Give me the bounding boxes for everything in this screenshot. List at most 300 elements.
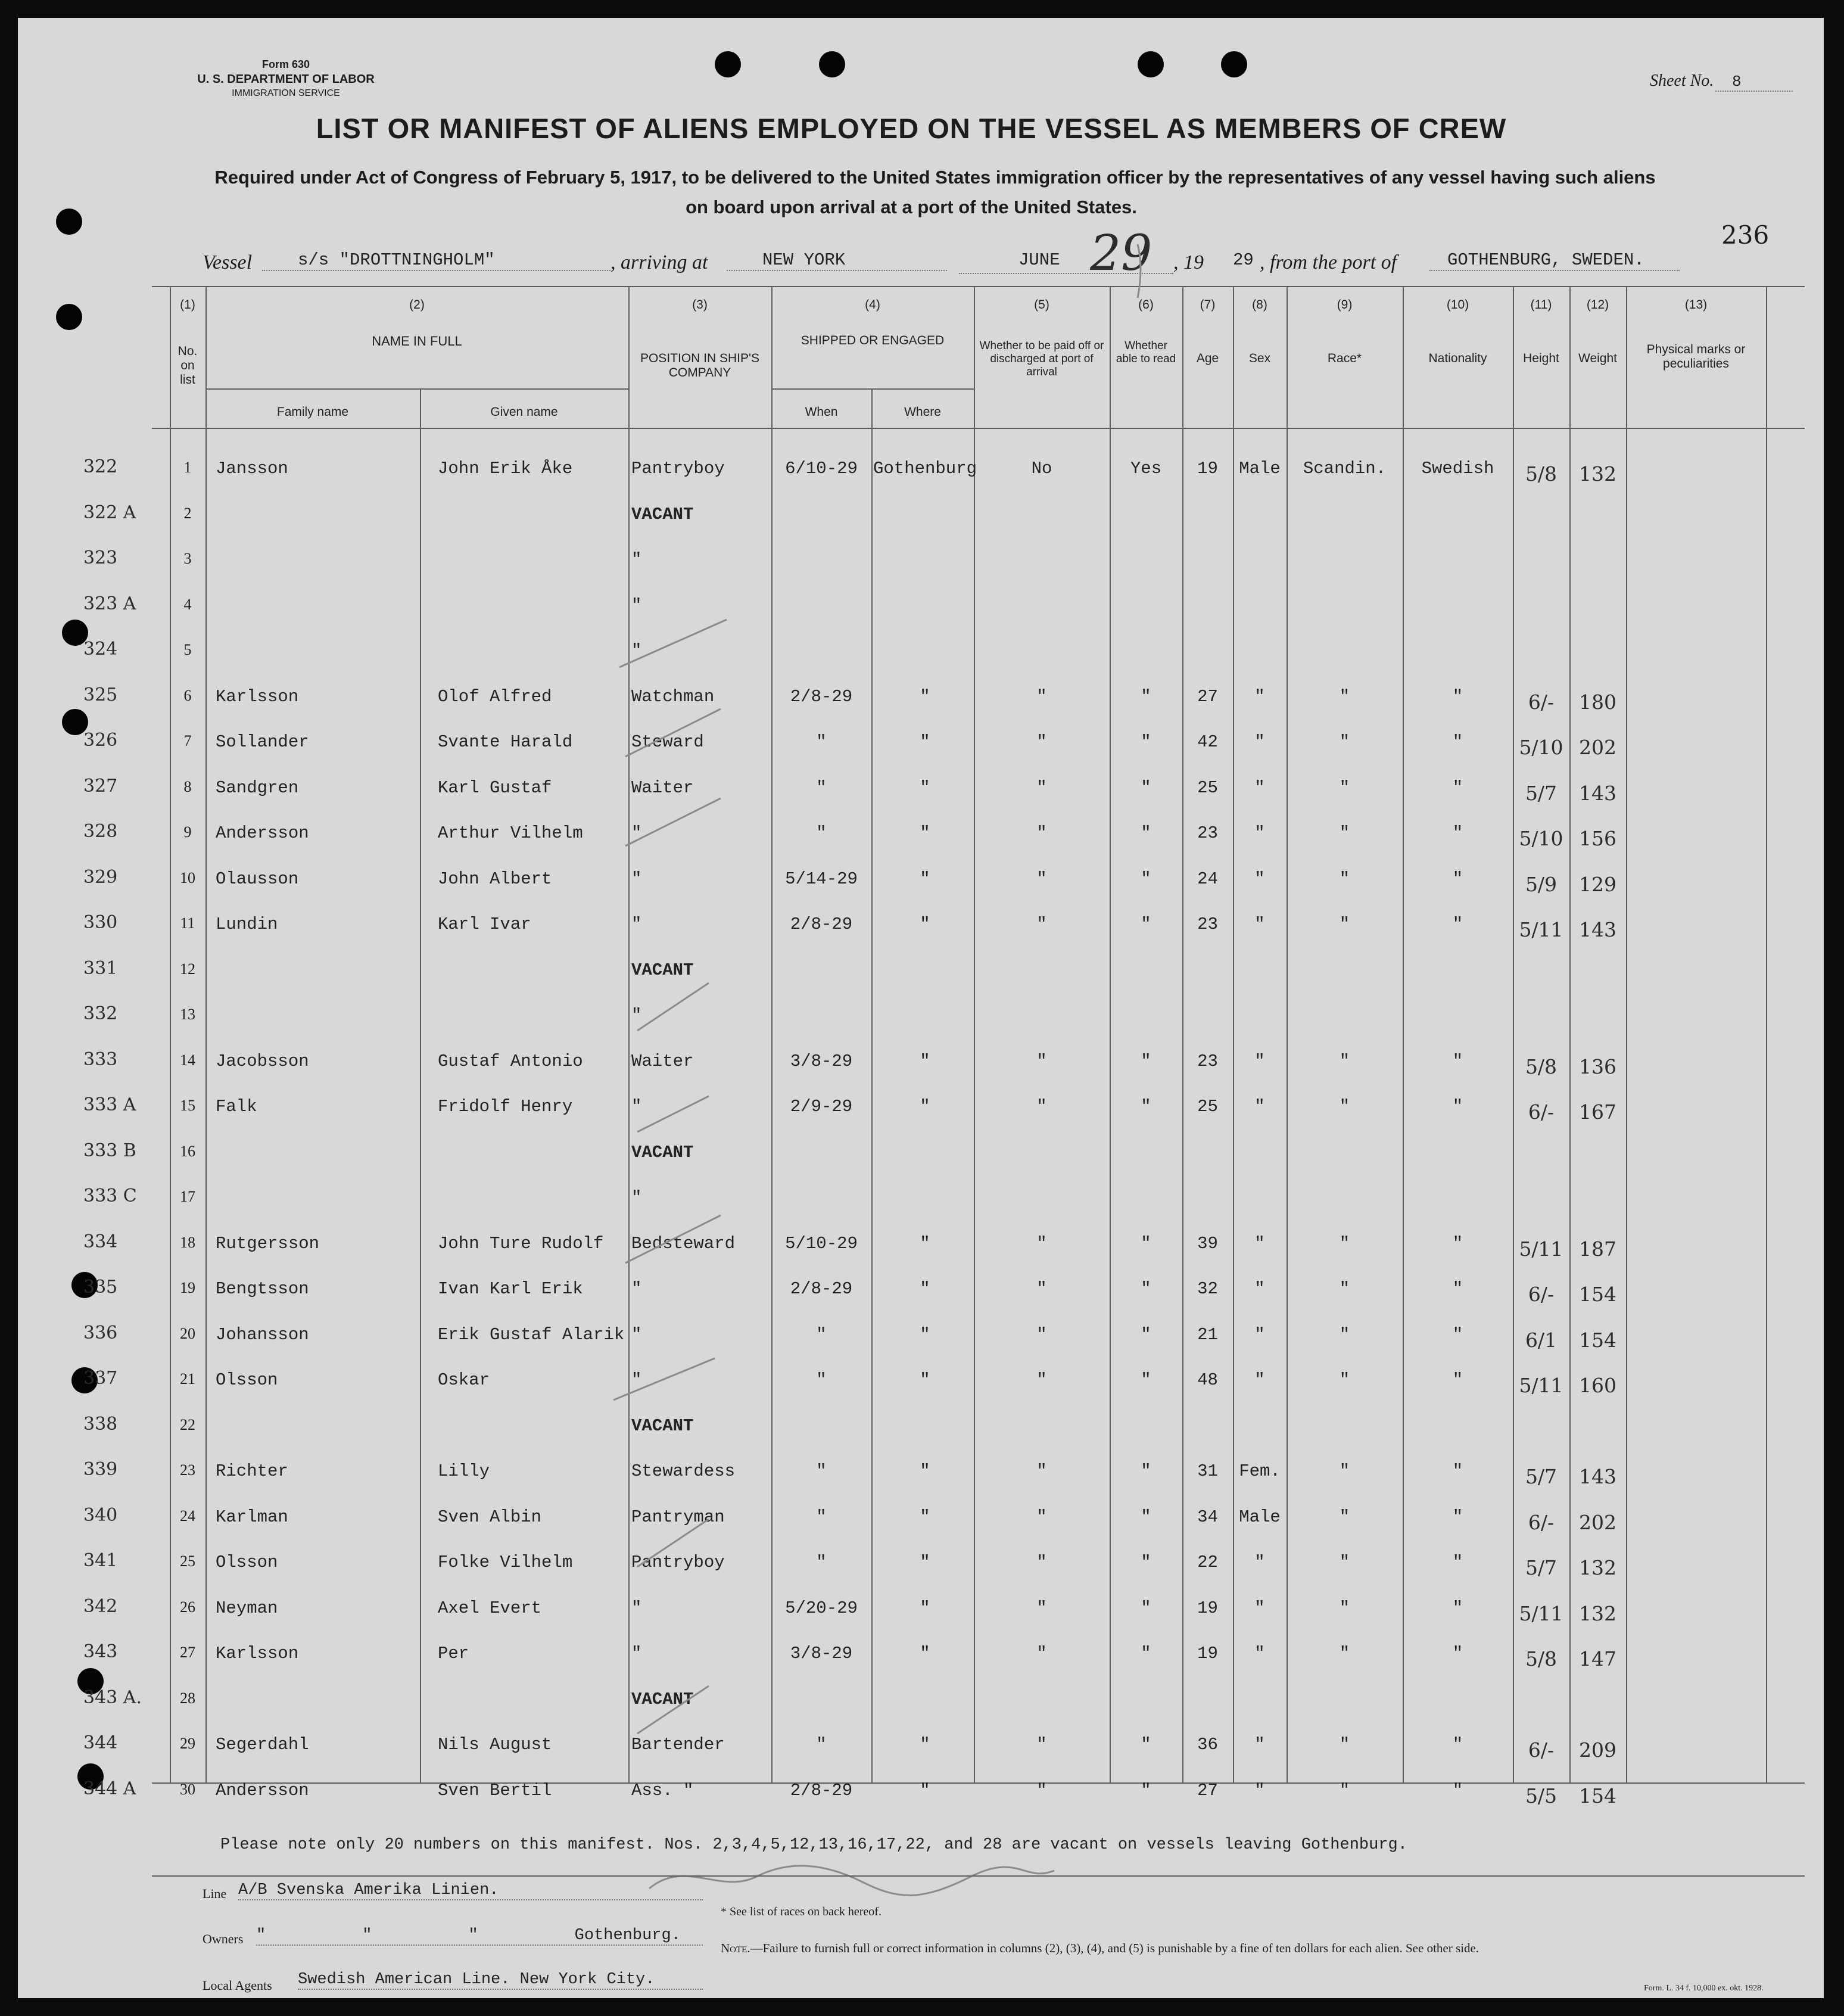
cell-race: "	[1339, 1507, 1350, 1527]
col-12-number: (12)	[1586, 298, 1609, 312]
cell-position: "	[631, 914, 642, 934]
cell-position: Waiter	[631, 1051, 694, 1071]
row-number: 20	[180, 1324, 195, 1342]
cell-paid-off: "	[1036, 1507, 1047, 1527]
cell-shipped-where: "	[920, 1233, 930, 1253]
col-13-header: Physical marks or peculiarities	[1646, 343, 1746, 371]
cell-sex: "	[1254, 1279, 1265, 1299]
cell-nationality: "	[1452, 1097, 1463, 1116]
cell-nationality: "	[1452, 1279, 1463, 1299]
cell-given-name: Nils August	[438, 1735, 552, 1754]
cell-nationality: "	[1452, 1644, 1463, 1663]
row-number: 6	[183, 686, 192, 704]
cell-position: "	[631, 823, 642, 843]
cell-position: "	[631, 550, 642, 570]
cell-shipped-when: 2/8-29	[790, 686, 853, 707]
local-agents: Swedish American Line. New York City.	[298, 1971, 703, 1990]
cell-weight: 187	[1579, 1237, 1616, 1261]
row-number: 22	[180, 1415, 195, 1433]
cell-paid-off: "	[1036, 732, 1047, 752]
manifest-sheet	[18, 18, 1824, 1998]
cell-race: "	[1339, 1735, 1350, 1754]
cell-race: "	[1339, 777, 1350, 798]
cell-nationality: "	[1452, 1507, 1463, 1527]
cell-given-name: Karl Gustaf	[438, 777, 552, 798]
cell-height: 6/-	[1528, 1510, 1555, 1534]
manifest-line-number: 323 A	[83, 593, 136, 614]
cell-age: 27	[1197, 686, 1218, 707]
col-4-number: (4)	[865, 298, 880, 312]
cell-nationality: "	[1452, 869, 1463, 889]
cell-shipped-when: "	[816, 1461, 827, 1481]
cell-race: "	[1339, 823, 1350, 843]
col-4-header: SHIPPED OR ENGAGED	[800, 334, 945, 347]
cell-shipped-when: "	[816, 777, 827, 798]
cell-shipped-where: "	[920, 1598, 930, 1618]
cell-age: 48	[1197, 1370, 1218, 1390]
cell-paid-off: "	[1036, 1051, 1047, 1071]
cell-given-name: Ivan Karl Erik	[438, 1279, 583, 1299]
manifest-line-number: 339	[83, 1459, 118, 1480]
cell-family-name: Andersson	[216, 823, 309, 843]
col-12-header: Weight	[1578, 351, 1617, 365]
cell-able-to-read: "	[1141, 869, 1151, 889]
cell-able-to-read: "	[1141, 1324, 1151, 1345]
col-7-number: (7)	[1200, 298, 1216, 312]
races-footnote: * See list of races on back hereof.	[721, 1905, 881, 1918]
col-3-number: (3)	[692, 298, 708, 312]
cell-race: "	[1339, 1780, 1350, 1800]
col-1-number: (1)	[180, 298, 195, 312]
pencil-tick	[619, 620, 727, 667]
cell-height: 5/7	[1525, 781, 1558, 805]
cell-sex: Male	[1239, 1507, 1281, 1527]
cell-able-to-read: "	[1141, 1279, 1151, 1299]
row-number: 12	[180, 960, 195, 978]
cell-sex: "	[1254, 914, 1265, 934]
cell-position: Pantryman	[631, 1507, 725, 1527]
cell-shipped-when: "	[816, 1553, 827, 1572]
cell-age: 21	[1197, 1324, 1218, 1345]
cell-race: "	[1339, 1324, 1350, 1345]
cell-able-to-read: "	[1141, 1598, 1151, 1618]
col-7-header: Age	[1196, 351, 1219, 365]
cell-family-name: Lundin	[216, 914, 278, 934]
cell-nationality: "	[1452, 1051, 1463, 1071]
cell-paid-off: "	[1036, 686, 1047, 707]
pencil-tick	[637, 1096, 709, 1132]
cell-sex: "	[1254, 1598, 1265, 1618]
cell-race: "	[1339, 1461, 1350, 1481]
cell-height: 5/11	[1519, 1374, 1563, 1397]
shipping-line: A/B Svenska Amerika Linien.	[238, 1881, 703, 1900]
cell-able-to-read: "	[1141, 777, 1151, 798]
cell-shipped-where: "	[920, 1370, 930, 1390]
cell-paid-off: "	[1036, 1097, 1047, 1116]
cell-paid-off: "	[1036, 1279, 1047, 1299]
year-prefix: , 19	[1173, 251, 1204, 273]
manifest-line-number: 338	[83, 1413, 118, 1435]
col-1-header: No. on list	[177, 344, 198, 387]
row-number: 4	[183, 595, 192, 613]
row-number: 8	[183, 777, 192, 795]
cell-paid-off: "	[1036, 914, 1047, 934]
manifest-line-number: 334	[83, 1231, 118, 1252]
cell-able-to-read: "	[1141, 1553, 1151, 1572]
cell-height: 5/11	[1519, 1237, 1563, 1261]
cell-shipped-when: 2/8-29	[790, 1780, 853, 1800]
cell-sex: "	[1254, 686, 1265, 707]
cell-given-name: John Erik Åke	[438, 459, 573, 478]
cell-height: 5/11	[1519, 918, 1563, 941]
cell-position: VACANT	[631, 1689, 694, 1709]
cell-height: 5/8	[1525, 1647, 1558, 1670]
row-number: 1	[183, 459, 192, 476]
manifest-line-number: 322	[83, 456, 118, 477]
manifest-line-number: 331	[83, 957, 118, 979]
document-title: LIST OR MANIFEST OF ALIENS EMPLOYED ON THE VESSEL AS MEMBERS OF CREW	[316, 113, 1507, 144]
cell-able-to-read: "	[1141, 732, 1151, 752]
arrival-port: NEW YORK	[727, 250, 947, 271]
cell-race: "	[1339, 1598, 1350, 1618]
cell-position: "	[631, 1598, 642, 1618]
cell-given-name: Arthur Vilhelm	[438, 823, 583, 843]
cell-age: 25	[1197, 1097, 1218, 1116]
manifest-line-number: 333 A	[83, 1094, 136, 1115]
cell-paid-off: "	[1036, 823, 1047, 843]
col-8-number: (8)	[1252, 298, 1267, 312]
cell-age: 32	[1197, 1279, 1218, 1299]
col-11-number: (11)	[1530, 298, 1552, 312]
cell-nationality: Swedish	[1421, 459, 1494, 478]
cell-height: 6/-	[1528, 1283, 1555, 1306]
cell-weight: 202	[1579, 736, 1616, 759]
cell-race: "	[1339, 914, 1350, 934]
cell-sex: "	[1254, 1324, 1265, 1345]
cell-race: "	[1339, 1279, 1350, 1299]
cell-age: 19	[1197, 1644, 1218, 1663]
cell-sex: "	[1254, 1780, 1265, 1800]
cell-shipped-where: "	[920, 1279, 930, 1299]
cell-able-to-read: "	[1141, 686, 1151, 707]
cell-weight: 132	[1579, 1556, 1616, 1579]
cell-paid-off: "	[1036, 1735, 1047, 1754]
cell-position: Waiter	[631, 777, 694, 798]
cell-sex: Male	[1239, 459, 1281, 478]
department-name: U. S. DEPARTMENT OF LABOR	[197, 73, 375, 86]
cell-race: "	[1339, 1644, 1350, 1663]
manifest-line-number: 333 C	[83, 1186, 137, 1206]
cell-shipped-where: "	[920, 869, 930, 889]
cell-sex: Fem.	[1239, 1461, 1281, 1481]
cell-position: Steward	[631, 732, 704, 752]
cell-shipped-when: "	[816, 1735, 827, 1754]
cell-age: 27	[1197, 1780, 1218, 1800]
cell-able-to-read: "	[1141, 823, 1151, 843]
row-number: 5	[183, 641, 192, 658]
cell-age: 36	[1197, 1735, 1218, 1754]
cell-age: 31	[1197, 1461, 1218, 1481]
penalty-note-text: —Failure to furnish full or correct information in columns (2), (3), (4), and (5) is punishable by a fine of ten dollars for each alien. See other side.	[750, 1941, 1479, 1955]
manifest-line-number: 335	[83, 1277, 118, 1298]
col-4b-header: Where	[904, 405, 941, 419]
local-agents-label: Local Agents	[203, 1978, 272, 1993]
row-number: 28	[180, 1689, 195, 1707]
cell-shipped-when: 2/8-29	[790, 914, 853, 934]
col-4a-header: When	[805, 405, 838, 419]
sheet-label: Sheet No.	[1650, 71, 1714, 90]
cell-family-name: Karlsson	[216, 1644, 299, 1663]
cell-shipped-when: "	[816, 823, 827, 843]
cell-given-name: John Albert	[438, 869, 552, 889]
cell-nationality: "	[1452, 1324, 1463, 1345]
row-number: 10	[180, 869, 195, 886]
cell-shipped-when: 3/8-29	[790, 1051, 853, 1071]
cell-position: "	[631, 1324, 642, 1345]
cell-position: "	[631, 1188, 642, 1208]
cell-weight: 209	[1579, 1738, 1616, 1762]
manifest-line-number: 343	[83, 1641, 118, 1662]
cell-position: "	[631, 1370, 642, 1390]
cell-sex: "	[1254, 869, 1265, 889]
cell-shipped-where: "	[920, 1553, 930, 1572]
cell-able-to-read: "	[1141, 1051, 1151, 1071]
row-number: 21	[180, 1370, 195, 1387]
cell-paid-off: No	[1031, 459, 1052, 478]
cell-weight: 132	[1579, 462, 1616, 486]
cell-given-name: Sven Bertil	[438, 1780, 552, 1800]
manifest-line-number: 343 A.	[83, 1687, 142, 1708]
cell-weight: 154	[1579, 1328, 1616, 1352]
owners: " " " Gothenburg.	[256, 1927, 703, 1946]
manifest-line-number: 340	[83, 1504, 118, 1526]
manifest-line-number: 327	[83, 775, 118, 797]
cell-family-name: Jansson	[216, 459, 288, 478]
pencil-tick	[625, 1215, 721, 1263]
cell-nationality: "	[1452, 1461, 1463, 1481]
cell-nationality: "	[1452, 686, 1463, 707]
cell-weight: 202	[1579, 1510, 1616, 1534]
cell-position: "	[631, 595, 642, 615]
cell-position: "	[631, 869, 642, 889]
cell-sex: "	[1254, 1644, 1265, 1663]
cell-shipped-where: "	[920, 1097, 930, 1116]
cell-race: Scandin.	[1303, 459, 1387, 478]
cell-paid-off: "	[1036, 1644, 1047, 1663]
cell-age: 42	[1197, 732, 1218, 752]
cell-weight: 156	[1579, 827, 1616, 850]
col-10-header: Nationality	[1428, 351, 1487, 365]
page-number: 236	[1721, 220, 1770, 250]
col-13-number: (13)	[1684, 298, 1708, 312]
col-3-header: POSITION IN SHIP'S COMPANY	[640, 351, 760, 380]
cell-nationality: "	[1452, 732, 1463, 752]
cell-family-name: Sollander	[216, 732, 309, 752]
cell-age: 34	[1197, 1507, 1218, 1527]
cell-given-name: Axel Evert	[438, 1598, 542, 1618]
cell-shipped-where: "	[920, 1051, 930, 1071]
cell-paid-off: "	[1036, 1553, 1047, 1572]
row-number: 19	[180, 1279, 195, 1296]
cell-nationality: "	[1452, 1735, 1463, 1754]
row-number: 7	[183, 732, 192, 749]
manifest-line-number: 329	[83, 866, 118, 888]
pencil-tick	[637, 1519, 709, 1567]
vessel-name: s/s "DROTTNINGHOLM"	[262, 250, 610, 271]
manifest-line-number: 326	[83, 730, 118, 751]
subtitle-line-2: on board upon arrival at a port of the United States.	[686, 197, 1137, 217]
cell-given-name: Per	[438, 1644, 469, 1663]
cell-family-name: Segerdahl	[216, 1735, 309, 1754]
cell-weight: 143	[1579, 1465, 1616, 1488]
row-number: 13	[180, 1006, 195, 1023]
cell-position: Stewardess	[631, 1461, 736, 1481]
col-2b-header: Given name	[490, 405, 558, 419]
cell-able-to-read: "	[1141, 1097, 1151, 1116]
manifest-line-number: 333	[83, 1049, 118, 1070]
cell-position: VACANT	[631, 1142, 694, 1162]
manifest-line-number: 324	[83, 639, 118, 659]
subtitle-line-1: Required under Act of Congress of February 5, 1917, to be delivered to the United States immigration officer by the representatives of any vessel having such aliens	[214, 167, 1656, 188]
row-number: 2	[183, 504, 192, 522]
cell-age: 23	[1197, 914, 1218, 934]
cell-age: 39	[1197, 1233, 1218, 1253]
col-6-number: (6)	[1138, 298, 1154, 312]
cell-family-name: Neyman	[216, 1598, 278, 1618]
col-8-header: Sex	[1248, 351, 1271, 365]
cell-height: 6/1	[1525, 1328, 1558, 1352]
cell-weight: 132	[1579, 1601, 1616, 1625]
cell-race: "	[1339, 1553, 1350, 1572]
cell-weight: 143	[1579, 781, 1616, 805]
manifest-line-number: 328	[83, 821, 118, 842]
cell-height: 5/10	[1519, 827, 1563, 850]
cell-age: 19	[1197, 459, 1218, 478]
manifest-line-number: 323	[83, 547, 118, 568]
cell-family-name: Olausson	[216, 869, 299, 889]
cell-sex: "	[1254, 1735, 1265, 1754]
cell-position: Ass. "	[631, 1780, 694, 1800]
cell-shipped-when: "	[816, 732, 827, 752]
pencil-tick	[637, 983, 709, 1031]
cell-shipped-when: 5/14-29	[785, 869, 858, 889]
cell-weight: 167	[1579, 1100, 1616, 1124]
departure-port: GOTHENBURG, SWEDEN.	[1429, 250, 1680, 271]
cell-nationality: "	[1452, 914, 1463, 934]
cell-nationality: "	[1452, 1553, 1463, 1572]
cell-given-name: Erik Gustaf Alarik	[438, 1324, 625, 1345]
manifest-line-number: 332	[83, 1003, 118, 1024]
cell-family-name: Sandgren	[216, 777, 299, 798]
cell-paid-off: "	[1036, 1780, 1047, 1800]
col-9-number: (9)	[1337, 298, 1353, 312]
cell-height: 5/9	[1525, 872, 1558, 896]
cell-race: "	[1339, 1233, 1350, 1253]
col-10-number: (10)	[1446, 298, 1469, 312]
row-number: 30	[180, 1780, 195, 1798]
cell-nationality: "	[1452, 1598, 1463, 1618]
cell-race: "	[1339, 732, 1350, 752]
cell-able-to-read: "	[1141, 1507, 1151, 1527]
cell-paid-off: "	[1036, 777, 1047, 798]
cell-shipped-where: "	[920, 1507, 930, 1527]
owners-label: Owners	[203, 1931, 244, 1946]
cell-race: "	[1339, 1097, 1350, 1116]
pencil-tick-marks	[18, 18, 1824, 1998]
cell-position: "	[631, 1006, 642, 1025]
arrival-month: JUNE	[1018, 250, 1060, 270]
cell-able-to-read: "	[1141, 1735, 1151, 1754]
cell-position: Watchman	[631, 686, 715, 707]
cell-sex: "	[1254, 1097, 1265, 1116]
cell-able-to-read: "	[1141, 1370, 1151, 1390]
cell-nationality: "	[1452, 1370, 1463, 1390]
pencil-tick	[637, 1686, 709, 1734]
sheet-number: 8	[1715, 73, 1793, 92]
footer-rule	[152, 1875, 1805, 1877]
cell-position: VACANT	[631, 504, 694, 524]
cell-sex: "	[1254, 777, 1265, 798]
cell-nationality: "	[1452, 823, 1463, 843]
cell-weight: 154	[1579, 1784, 1616, 1807]
cell-weight: 154	[1579, 1283, 1616, 1306]
col-2a-header: Family name	[276, 405, 349, 419]
cell-given-name: Olof Alfred	[438, 686, 552, 707]
arrival-year: 29	[1233, 250, 1254, 270]
cell-height: 5/8	[1525, 1054, 1558, 1078]
cell-position: Pantryboy	[631, 459, 725, 478]
cell-weight: 147	[1579, 1647, 1616, 1670]
cell-sex: "	[1254, 1553, 1265, 1572]
row-number: 9	[183, 823, 192, 841]
cell-position: Bedsteward	[631, 1233, 736, 1253]
cell-able-to-read: "	[1141, 1780, 1151, 1800]
cell-able-to-read: "	[1141, 1644, 1151, 1663]
cell-able-to-read: "	[1141, 1461, 1151, 1481]
cell-weight: 129	[1579, 872, 1616, 896]
cell-shipped-when: "	[816, 1324, 827, 1345]
col-9-header: Race*	[1327, 351, 1362, 365]
row-number: 24	[180, 1507, 195, 1525]
col-5-header: Whether to be paid off or discharged at port of arrival	[979, 340, 1104, 378]
cell-weight: 160	[1579, 1374, 1616, 1397]
cell-race: "	[1339, 1370, 1350, 1390]
cell-position: "	[631, 641, 642, 661]
cell-given-name: Gustaf Antonio	[438, 1051, 583, 1071]
cell-able-to-read: "	[1141, 914, 1151, 934]
cell-nationality: "	[1452, 1233, 1463, 1253]
pencil-tick	[1138, 244, 1141, 298]
cell-sex: "	[1254, 1233, 1265, 1253]
cell-shipped-when: 5/10-29	[785, 1233, 858, 1253]
cell-shipped-where: "	[920, 823, 930, 843]
cell-position: VACANT	[631, 1415, 694, 1436]
cell-shipped-where: Gothenburg	[873, 459, 977, 478]
cell-family-name: Andersson	[216, 1780, 309, 1800]
cell-shipped-where: "	[920, 1644, 930, 1663]
cell-sex: "	[1254, 1051, 1265, 1071]
pencil-tick	[613, 1358, 715, 1400]
penalty-note	[721, 1941, 1479, 1956]
cell-height: 5/7	[1525, 1465, 1558, 1488]
cell-height: 5/7	[1525, 1556, 1558, 1579]
cell-position: "	[631, 1279, 642, 1299]
cell-sex: "	[1254, 1370, 1265, 1390]
arrival-day: 29	[1090, 225, 1152, 282]
cell-race: "	[1339, 686, 1350, 707]
cell-shipped-when: 3/8-29	[790, 1644, 853, 1663]
cell-shipped-when: 5/20-29	[785, 1598, 858, 1618]
